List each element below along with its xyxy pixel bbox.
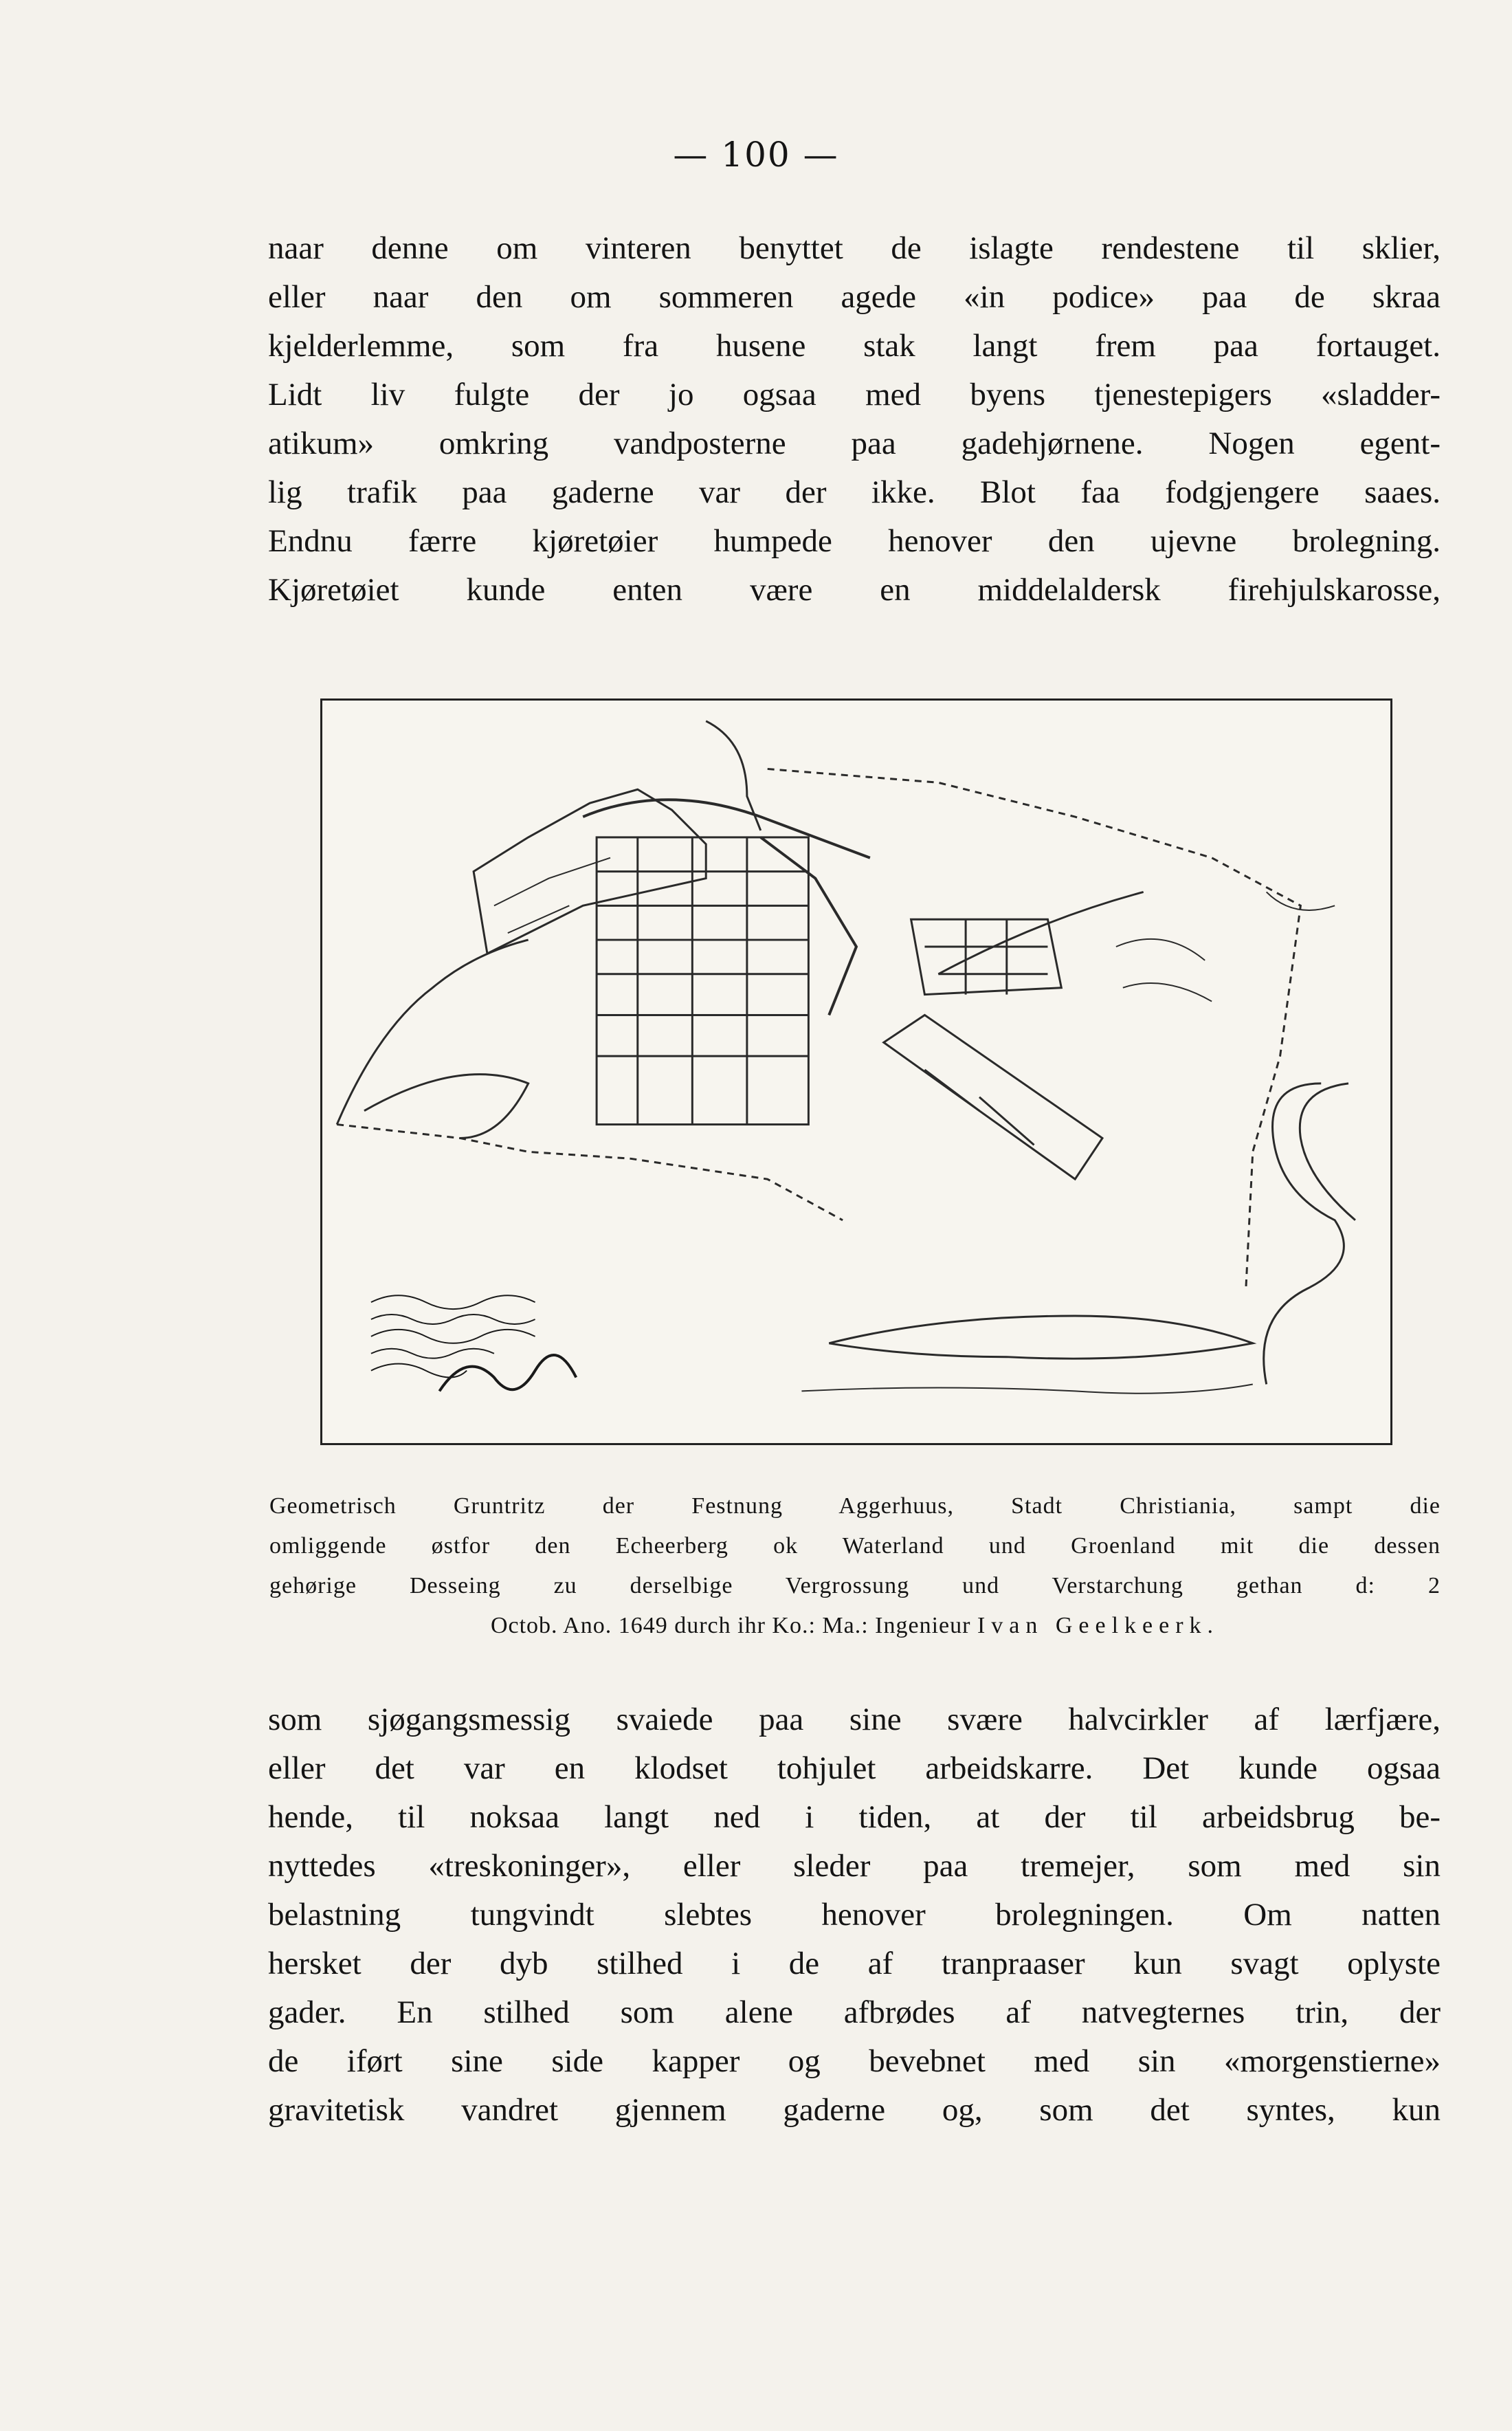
map-drawing	[322, 701, 1390, 1443]
signature-block	[371, 1295, 576, 1391]
text-line: Endnu færre kjøretøier humpede henover den ujevne brolegning.	[268, 523, 1441, 559]
text-line: naar denne om vinteren benyttet de islagte rendestene til sklier,	[268, 230, 1441, 266]
paragraph-bottom	[268, 1695, 1441, 2135]
caption-last-prefix: Octob. Ano. 1649 durch ihr Ko.: Ma.: Ingenieur	[490, 1613, 971, 1638]
text-line: kjelderlemme, som fra husene stak langt frem paa fortauget.	[268, 328, 1441, 364]
text-line: hersket der dyb stilhed i de af tranpraaser kun svagt oplyste	[268, 1946, 1441, 1981]
text-line: belastning tungvindt slebtes henover brolegningen. Om natten	[268, 1897, 1441, 1933]
text-line: lig trafik paa gaderne var der ikke. Blot faa fodgjengere saaes.	[268, 474, 1441, 510]
figure-caption	[269, 1486, 1441, 1646]
text-line: gader. En stilhed som alene afbrødes af natvegternes trin, der	[268, 1994, 1441, 2030]
caption-line: Geometrisch Gruntritz der Festnung Aggerhuus, Stadt Christiania, sampt die	[269, 1493, 1441, 1519]
page-number: — 100 —	[673, 135, 839, 175]
text-line: atikum» omkring vandposterne paa gadehjørnene. Nogen egent-	[268, 426, 1441, 461]
text-line: de iført sine side kapper og bevebnet med sin «morgenstierne»	[268, 2043, 1441, 2079]
caption-line-last	[269, 1606, 1441, 1646]
historical-fortress-map	[320, 698, 1392, 1445]
text-line: hende, til noksaa langt ned i tiden, at der til arbeidsbrug be-	[268, 1799, 1441, 1835]
caption-engineer-name: Ivan Geelkeerk.	[977, 1613, 1220, 1638]
caption-line: omliggende østfor den Echeerberg ok Waterland und Groenland mit die dessen	[269, 1533, 1441, 1559]
text-line: som sjøgangsmessig svaiede paa sine svære halvcirkler af lærfjære,	[268, 1702, 1441, 1737]
text-line: gravitetisk vandret gjennem gaderne og, som det syntes, kun	[268, 2092, 1441, 2128]
text-line: Kjøretøiet kunde enten være en middelaldersk firehjulskarosse,	[268, 572, 1441, 608]
text-line: eller naar den om sommeren agede «in podice» paa de skraa	[268, 279, 1441, 315]
text-line: eller det var en klodset tohjulet arbeidskarre. Det kunde ogsaa	[268, 1750, 1441, 1786]
text-line: nyttedes «treskoninger», eller sleder paa tremejer, som med sin	[268, 1848, 1441, 1884]
paragraph-top	[268, 224, 1441, 615]
caption-line: gehørige Desseing zu derselbige Vergrossung und Verstarchung gethan d: 2	[269, 1573, 1441, 1598]
text-line: Lidt liv fulgte der jo ogsaa med byens tjenestepigers «sladder-	[268, 377, 1441, 412]
